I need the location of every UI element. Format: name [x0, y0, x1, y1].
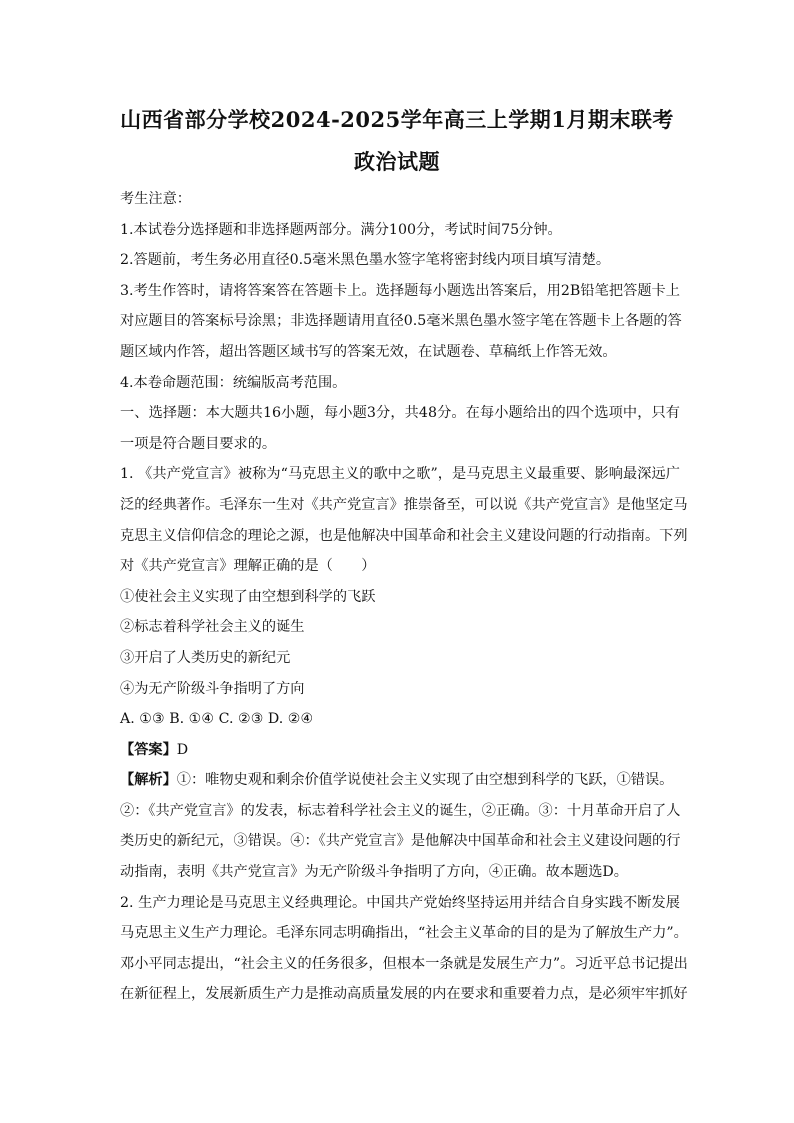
notice-heading: 考生注意： — [120, 191, 191, 207]
question-1-stem-line-1: 1. 《共产党宣言》被称为“马克思主义的歌中之歌”，是马克思主义最重要、影响最深远广 — [120, 466, 680, 483]
question-2-stem-line-1: 2. 生产力理论是马克思主义经典理论。中国共产党始终坚持运用并结合自身实践不断发展 — [120, 894, 680, 911]
section-heading-line-2: 一项是符合题目要求的。 — [120, 435, 277, 452]
notice-item-3-line-2: 对应题目的答案标号涂黑；非选择题请用直径0.5毫米黑色墨水签字笔在答题卡上各题的答 — [120, 313, 682, 330]
question-1-analysis-line-2: ②：《共产党宣言》的发表，标志着科学社会主义的诞生，②正确。③：十月革命开启了人 — [120, 802, 681, 819]
analysis-text: ①：唯物史观和剩余价值学说使社会主义实现了由空想到科学的飞跃，①错误。 — [176, 772, 674, 789]
section-heading-line-1: 一、选择题：本大题共16小题，每小题3分，共48分。在每小题给出的四个选项中，只有 — [120, 405, 680, 422]
question-2-stem-line-2: 马克思主义生产力理论。毛泽东同志明确指出，“社会主义革命的目的是为了解放生产力”。 — [120, 925, 688, 942]
question-1-choices: A. ①③ B. ①④ C. ②③ D. ②④ — [120, 711, 314, 728]
question-2-stem-line-4: 在新征程上，发展新质生产力是推动高质量发展的内在要求和重要着力点，是必须牢牢抓好 — [120, 986, 688, 1003]
question-1-option-3: ③开启了人类历史的新纪元 — [120, 649, 291, 666]
question-1-analysis-line-1 — [120, 765, 680, 796]
question-1-option-2: ②标志着科学社会主义的诞生 — [120, 619, 305, 636]
question-1-stem-line-2: 泛的经典著作。毛泽东一生对《共产党宣言》推崇备至，可以说《共产党宣言》是他坚定马 — [120, 496, 688, 513]
question-1-option-4: ④为无产阶级斗争指明了方向 — [120, 680, 305, 697]
notice-item-3-line-1: 3.考生作答时，请将答案答在答题卡上。选择题每小题选出答案后，用2B铅笔把答题卡上 — [120, 282, 680, 299]
question-2-stem-line-3: 邓小平同志提出，“社会主义的任务很多，但根本一条就是发展生产力”。习近平总书记提出 — [120, 955, 688, 972]
document-subtitle: 政治试题 — [354, 149, 440, 174]
question-1-analysis-line-4: 动指南，表明《共产党宣言》为无产阶级斗争指明了方向，④正确。故本题选D。 — [120, 864, 628, 881]
question-1-answer — [120, 735, 680, 766]
notice-item-1: 1.本试卷分选择题和非选择题两部分。满分100分，考试时间75分钟。 — [120, 221, 562, 238]
question-1-stem-line-3: 克思主义信仰信念的理论之源，也是他解决中国革命和社会主义建设问题的行动指南。下列 — [120, 527, 688, 544]
answer-label: 【答案】 — [120, 741, 177, 758]
notice-item-4: 4.本卷命题范围：统编版高考范围。 — [120, 374, 347, 391]
question-1-option-1: ①使社会主义实现了由空想到科学的飞跃 — [120, 588, 376, 605]
document-body — [120, 184, 688, 1010]
question-1-analysis-line-3: 类历史的新纪元，③错误。④：《共产党宣言》是他解决中国革命和社会主义建设问题的行 — [120, 833, 681, 850]
document-title: 山西省部分学校2024-2025学年高三上学期1月期末联考 — [120, 107, 674, 132]
question-1-stem-line-4: 对《共产党宣言》理解正确的是（ ） — [120, 558, 376, 575]
notice-item-3-line-3: 题区域内作答，超出答题区域书写的答案无效，在试题卷、草稿纸上作答无效。 — [120, 343, 617, 360]
notice-item-2: 2.答题前，考生务必用直径0.5毫米黑色墨水签字笔将密封线内项目填写清楚。 — [120, 252, 611, 269]
analysis-label: 【解析】 — [120, 772, 177, 789]
answer-value: D — [176, 741, 189, 758]
